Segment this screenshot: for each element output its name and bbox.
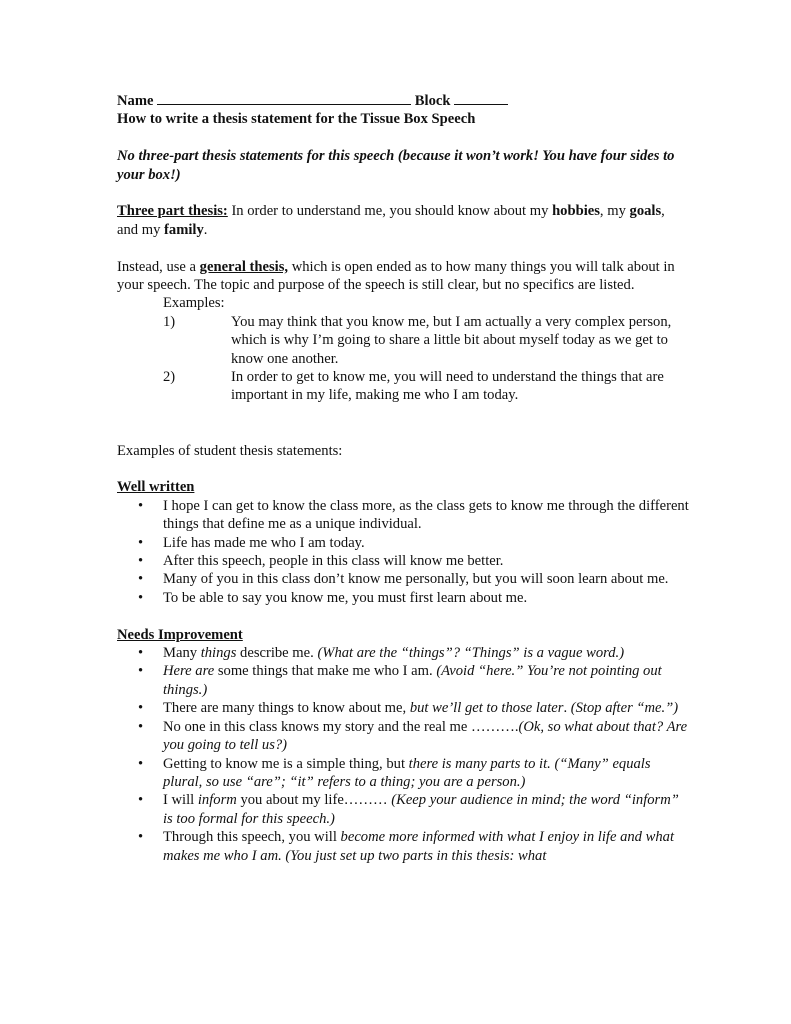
bullet-icon: • — [138, 645, 144, 662]
general-text-1: Instead, use a — [117, 258, 200, 275]
list-item — [117, 570, 689, 588]
name-label: Name — [117, 93, 154, 109]
well-written-list — [117, 497, 689, 607]
item-comment: (Avoid “here.” You’re not pointing out things.) — [163, 663, 662, 698]
item-comment: (Ok, so what about that? Are you going to tell us?) — [163, 718, 688, 754]
document-title: How to write a thesis statement for the Tissue Box Speech — [117, 111, 476, 128]
item-emphasis: there is many parts to it. — [408, 755, 551, 772]
needs-improvement-heading: Needs Improvement — [117, 626, 243, 643]
item-text: Getting to know me is a simple thing, but — [163, 755, 409, 772]
block-blank[interactable] — [454, 92, 508, 105]
item-comment: (“Many” equals plural, so use “are”; “it” refers to a thing; you are a person.) — [163, 755, 651, 790]
keyword-family: family — [164, 221, 204, 238]
bullet-icon: • — [138, 589, 144, 606]
list-item — [117, 828, 689, 865]
name-block-line — [117, 92, 689, 110]
item-text: No one in this class knows my story and the real me ………. — [163, 718, 519, 735]
item-comment: (Stop after “me.”) — [570, 700, 679, 717]
item-emphasis: become more informed with what I enjoy in life and what makes me who I am. — [163, 829, 674, 864]
bullet-icon: • — [138, 755, 144, 772]
list-item — [117, 791, 689, 828]
item-comment: (You just set up two parts in this thesis: what — [285, 847, 547, 864]
bullet-icon: • — [138, 718, 144, 735]
list-item — [117, 497, 689, 534]
three-part-text-1: In order to understand me, you should know about my — [227, 203, 553, 220]
list-item — [117, 534, 689, 552]
three-part-label: Three part thesis: — [117, 203, 228, 220]
general-text-2: which is open ended as to how many things you will talk about in your speech. The topic and purpose of the speech is still clear, but no specifics are listed. — [117, 258, 675, 294]
list-item — [117, 662, 689, 699]
list-item — [117, 755, 689, 792]
name-blank[interactable] — [157, 92, 411, 105]
example-row — [117, 313, 689, 368]
three-part-text-3: , and my — [117, 203, 665, 238]
list-item-text: To be able to say you know me, you must first learn about me. — [163, 589, 528, 606]
well-written-heading: Well written — [117, 479, 195, 496]
list-item-text: After this speech, people in this class will know me better. — [163, 553, 504, 570]
three-part-text-4: . — [203, 221, 208, 238]
item-text: describe me. — [236, 645, 318, 662]
keyword-goals: goals — [629, 203, 662, 220]
item-text: I will — [163, 792, 198, 809]
list-item — [117, 699, 689, 717]
warning-note: No three-part thesis statements for this speech (because it won’t work! You have four sides to your box!) — [117, 148, 675, 183]
examples-label: Examples: — [163, 295, 225, 312]
three-part-text-2: , my — [599, 203, 630, 220]
needs-improvement-list — [117, 644, 689, 865]
general-thesis-paragraph — [117, 258, 689, 295]
student-examples-intro: Examples of student thesis statements: — [117, 442, 343, 459]
document-page — [117, 92, 689, 865]
list-item-text: I hope I can get to know the class more, as the class gets to know me through the different things that define me as a unique individual. — [163, 497, 689, 533]
item-text: some things that make me who I am. — [214, 663, 437, 680]
item-comment: (What are the “things”? “Things” is a vague word.) — [317, 645, 625, 662]
item-text: There are many things to know about me, — [163, 700, 410, 717]
example-text: In order to get to know me, you will need to understand the things that are important in my life, making me who I am today. — [231, 369, 664, 404]
example-text: You may think that you know me, but I am actually a very complex person, which is why I’m going to share a little bit about myself today as we get to know one another. — [231, 313, 672, 367]
item-text: . — [563, 700, 571, 717]
list-item-text: Life has made me who I am today. — [163, 534, 365, 551]
bullet-icon: • — [138, 553, 144, 570]
item-emphasis: Here are — [163, 663, 215, 680]
list-item — [117, 718, 689, 755]
keyword-hobbies: hobbies — [552, 203, 600, 220]
item-text: Many — [163, 645, 201, 662]
bullet-icon: • — [138, 497, 144, 514]
item-text: Through this speech, you will — [163, 829, 341, 846]
bullet-icon: • — [138, 534, 144, 551]
item-text: you about my life……… — [236, 792, 392, 809]
three-part-thesis — [117, 202, 689, 239]
item-emphasis: inform — [197, 792, 237, 809]
item-emphasis: but we’ll get to those later — [409, 700, 564, 717]
list-item — [117, 552, 689, 570]
bullet-icon: • — [138, 571, 144, 588]
list-item — [117, 644, 689, 662]
item-emphasis: things — [200, 645, 237, 662]
bullet-icon: • — [138, 829, 144, 846]
bullet-icon: • — [138, 700, 144, 717]
bullet-icon: • — [138, 792, 144, 809]
list-item — [117, 589, 689, 607]
item-comment: (Keep your audience in mind; the word “inform” is too formal for this speech.) — [163, 792, 679, 827]
example-number: 2) — [163, 369, 176, 386]
example-number: 1) — [163, 313, 176, 330]
bullet-icon: • — [138, 663, 144, 680]
general-thesis-term: general thesis, — [199, 258, 289, 275]
block-label: Block — [414, 93, 451, 109]
example-row — [117, 368, 689, 405]
list-item-text: Many of you in this class don’t know me personally, but you will soon learn about me. — [163, 571, 669, 588]
